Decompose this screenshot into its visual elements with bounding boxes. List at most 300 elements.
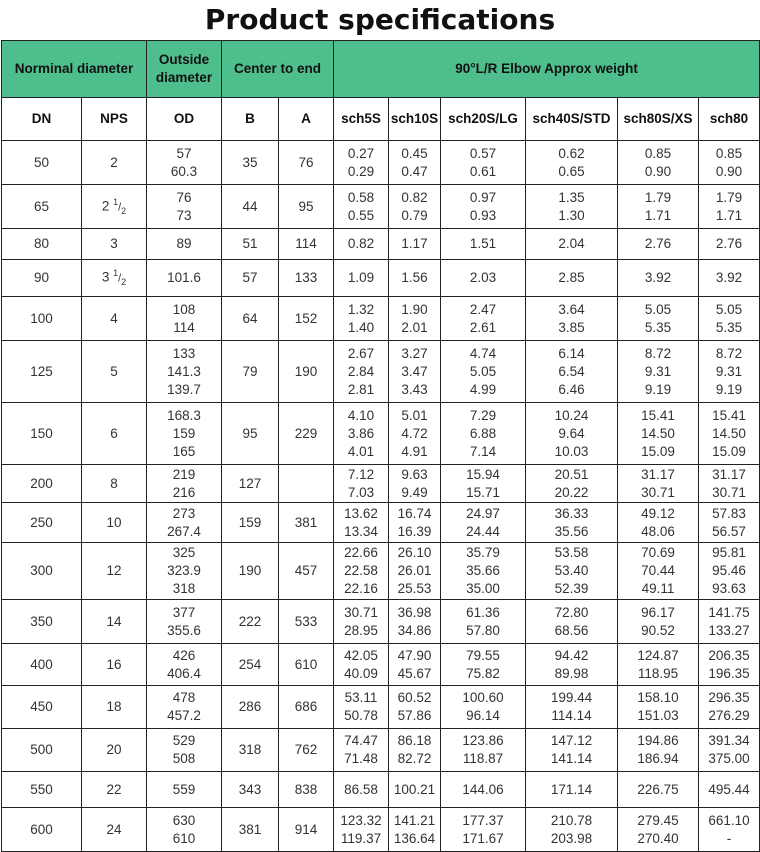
- cell-sch80s: [618, 229, 699, 260]
- subheader-sch80: sch80: [699, 98, 760, 141]
- cell-sch20s-value: 6.88: [469, 425, 497, 441]
- cell-sch80s-value: 158.10: [637, 690, 679, 705]
- cell-sch20s-value: 177.37: [462, 812, 504, 828]
- cell-sch10s: [389, 229, 441, 260]
- cell-sch10s: [389, 808, 441, 852]
- cell-sch20s-value: 0.97: [469, 189, 497, 205]
- cell-b: 286: [222, 686, 279, 729]
- cell-sch10s-value: 34.86: [397, 622, 432, 638]
- cell-sch80s: [618, 297, 699, 341]
- table-row: [2, 403, 760, 465]
- cell-sch20s-value: 171.67: [462, 830, 504, 846]
- cell-sch5s-value: 22.16: [344, 581, 378, 596]
- cell-sch80: [699, 403, 760, 465]
- cell-sch80-value: 9.19: [715, 381, 743, 397]
- cell-sch20s: [441, 503, 526, 543]
- cell-od-value: 108: [172, 301, 196, 317]
- cell-sch40s-value: 203.98: [550, 830, 593, 846]
- cell-dn: 100: [2, 297, 82, 341]
- cell-sch80-value: -: [726, 830, 732, 846]
- subheader-sch80s: sch80S/XS: [618, 98, 699, 141]
- cell-sch5s-value: 86.58: [344, 781, 378, 797]
- cell-sch5s: [334, 185, 389, 229]
- cell-sch5s-value: 1.40: [347, 319, 375, 335]
- subheader-sch5s: sch5S: [334, 98, 389, 141]
- cell-sch80s: [618, 465, 699, 503]
- subheader-sch40s: sch40S/STD: [526, 98, 618, 141]
- cell-sch10s: [389, 141, 441, 185]
- table-row: [2, 297, 760, 341]
- cell-od-value: 101.6: [167, 270, 201, 285]
- cell-sch5s: [334, 772, 389, 808]
- header-elbow-weight: 90°L/R Elbow Approx weight: [334, 41, 760, 98]
- nps-denominator: 2: [121, 206, 127, 217]
- cell-sch80: [699, 229, 760, 260]
- cell-sch10s-value: 3.43: [401, 381, 428, 397]
- cell-od-value: 559: [172, 781, 196, 797]
- cell-sch5s-value: 30.71: [344, 604, 378, 620]
- cell-a: 381: [279, 503, 334, 543]
- cell-sch40s-value: 2.85: [558, 270, 585, 285]
- cell-sch10s-value: 1.90: [401, 301, 428, 317]
- cell-sch80-value: 8.72: [715, 345, 743, 361]
- cell-od: [147, 185, 222, 229]
- cell-sch10s-value: 16.74: [397, 505, 432, 521]
- cell-sch80-value: 2.76: [715, 236, 743, 251]
- cell-od-value: 139.7: [167, 381, 201, 397]
- cell-sch5s-value: 74.47: [344, 733, 378, 748]
- cell-sch80s-value: 49.12: [641, 505, 675, 521]
- cell-sch5s: [334, 141, 389, 185]
- cell-sch10s: [389, 729, 441, 772]
- cell-sch20s-value: 2.61: [469, 319, 497, 335]
- table-row: [2, 772, 760, 808]
- cell-sch5s-value: 123.32: [340, 812, 382, 828]
- cell-sch10s-value: 141.21: [393, 812, 436, 828]
- cell-od-value: 508: [172, 751, 196, 766]
- cell-sch80s-value: 3.92: [644, 270, 672, 285]
- cell-od-value: 165: [172, 443, 196, 459]
- cell-od-value: 323.9: [167, 563, 201, 578]
- cell-od-value: 406.4: [167, 665, 201, 681]
- cell-sch80-value: 5.35: [715, 319, 743, 335]
- cell-b: 95: [222, 403, 279, 465]
- cell-sch40s: [526, 229, 618, 260]
- cell-sch20s: [441, 600, 526, 644]
- nps-numerator: 1: [113, 268, 119, 279]
- cell-sch10s-value: 0.82: [401, 189, 428, 205]
- cell-sch5s: [334, 644, 389, 686]
- cell-sch80-value: 5.05: [715, 301, 743, 317]
- cell-sch80s-value: 226.75: [637, 781, 679, 797]
- cell-sch20s-value: 0.57: [469, 145, 497, 161]
- cell-sch80-value: 133.27: [708, 622, 750, 638]
- cell-a: 190: [279, 341, 334, 403]
- table-row: [2, 644, 760, 686]
- cell-a: 457: [279, 543, 334, 600]
- cell-od: [147, 808, 222, 852]
- cell-sch80s: [618, 260, 699, 297]
- cell-sch80: [699, 185, 760, 229]
- cell-nps: 2 $^1/_2$: [82, 185, 147, 229]
- cell-sch10s: [389, 185, 441, 229]
- spec-table: [1, 40, 760, 852]
- cell-sch10s-value: 100.21: [393, 781, 436, 797]
- cell-sch40s-value: 10.24: [554, 407, 589, 423]
- cell-od: [147, 503, 222, 543]
- cell-sch10s-value: 136.64: [393, 830, 436, 846]
- cell-sch80-value: 56.57: [712, 523, 746, 539]
- cell-od-value: 630: [172, 812, 196, 828]
- cell-sch10s-value: 3.47: [401, 363, 428, 379]
- spec-table-body: [2, 41, 760, 852]
- cell-sch10s: [389, 600, 441, 644]
- cell-sch40s: [526, 600, 618, 644]
- cell-sch10s-value: 1.17: [401, 236, 428, 251]
- cell-b: 64: [222, 297, 279, 341]
- cell-nps: 22: [82, 772, 147, 808]
- cell-sch80-value: 391.34: [708, 733, 750, 748]
- cell-sch5s-value: 1.32: [347, 301, 375, 317]
- cell-b: 79: [222, 341, 279, 403]
- cell-sch10s: [389, 503, 441, 543]
- cell-sch10s: [389, 403, 441, 465]
- cell-sch80s: [618, 141, 699, 185]
- cell-sch10s-value: 45.67: [397, 665, 432, 681]
- cell-sch40s: [526, 543, 618, 600]
- subheader-b: B: [222, 98, 279, 141]
- cell-nps: 18: [82, 686, 147, 729]
- cell-sch20s-value: 100.60: [462, 690, 504, 705]
- cell-sch40s: [526, 341, 618, 403]
- cell-sch80s-value: 194.86: [637, 733, 679, 748]
- cell-sch20s-value: 0.61: [469, 163, 497, 179]
- cell-sch10s: [389, 772, 441, 808]
- cell-sch20s-value: 7.14: [469, 443, 497, 459]
- cell-sch10s-value: 26.01: [397, 563, 432, 578]
- cell-sch20s: [441, 403, 526, 465]
- cell-b: 35: [222, 141, 279, 185]
- cell-b: 44: [222, 185, 279, 229]
- cell-sch40s-value: 171.14: [550, 781, 593, 797]
- table-row: [2, 543, 760, 600]
- cell-sch40s: [526, 686, 618, 729]
- cell-sch10s-value: 16.39: [397, 523, 432, 539]
- cell-sch10s: [389, 297, 441, 341]
- cell-sch40s: [526, 185, 618, 229]
- cell-sch80: [699, 808, 760, 852]
- cell-nps: 10: [82, 503, 147, 543]
- cell-sch20s-value: 15.71: [466, 484, 500, 500]
- cell-sch80s-value: 90.52: [641, 622, 675, 638]
- cell-dn: 250: [2, 503, 82, 543]
- cell-sch5s-value: 7.12: [347, 466, 375, 482]
- cell-sch80s-value: 1.71: [644, 207, 672, 223]
- cell-sch80: [699, 260, 760, 297]
- cell-sch80: [699, 503, 760, 543]
- cell-sch40s: [526, 503, 618, 543]
- cell-a: 533: [279, 600, 334, 644]
- cell-sch20s-value: 35.00: [466, 581, 500, 596]
- cell-od-value: 216: [172, 484, 196, 500]
- cell-sch5s: [334, 808, 389, 852]
- cell-sch20s-value: 35.79: [466, 545, 500, 560]
- cell-sch40s-value: 52.39: [554, 581, 589, 596]
- cell-sch80-value: 9.31: [715, 363, 743, 379]
- cell-b: 343: [222, 772, 279, 808]
- cell-sch80s-value: 96.17: [641, 604, 675, 620]
- cell-sch40s-value: 36.33: [554, 505, 589, 521]
- cell-sch80s-value: 124.87: [637, 647, 679, 663]
- cell-a: 133: [279, 260, 334, 297]
- cell-sch40s-value: 20.22: [554, 484, 589, 500]
- cell-sch80-value: 196.35: [708, 665, 750, 681]
- cell-od-value: 60.3: [170, 163, 198, 179]
- cell-sch80s: [618, 403, 699, 465]
- cell-od-value: 377: [172, 604, 196, 620]
- cell-sch40s-value: 10.03: [554, 443, 589, 459]
- cell-sch10s-value: 1.56: [401, 270, 428, 285]
- cell-sch80s-value: 5.35: [644, 319, 672, 335]
- table-row: [2, 229, 760, 260]
- cell-nps: 3: [82, 229, 147, 260]
- cell-sch40s-value: 3.64: [558, 301, 585, 317]
- cell-sch10s-value: 0.79: [401, 207, 428, 223]
- cell-sch5s-value: 40.09: [344, 665, 378, 681]
- cell-sch5s-value: 4.10: [347, 407, 375, 423]
- cell-sch5s: [334, 686, 389, 729]
- subheader-nps: NPS: [82, 98, 147, 141]
- cell-sch10s-value: 9.49: [401, 484, 428, 500]
- cell-dn: 300: [2, 543, 82, 600]
- cell-sch80-value: 495.44: [708, 781, 750, 797]
- cell-sch10s: [389, 341, 441, 403]
- cell-nps: 12: [82, 543, 147, 600]
- cell-sch80-value: 141.75: [708, 604, 750, 620]
- cell-sch80s-value: 8.72: [644, 345, 672, 361]
- cell-sch5s-value: 42.05: [344, 647, 378, 663]
- header-row: [2, 41, 760, 98]
- cell-sch80s-value: 48.06: [641, 523, 675, 539]
- cell-sch20s-value: 0.93: [469, 207, 497, 223]
- cell-sch80-value: 0.90: [715, 163, 743, 179]
- cell-sch80-value: 1.79: [715, 189, 743, 205]
- cell-od-value: 168.3: [167, 407, 201, 423]
- cell-sch5s: [334, 503, 389, 543]
- cell-nps: 4: [82, 297, 147, 341]
- cell-sch80: [699, 297, 760, 341]
- cell-dn: 350: [2, 600, 82, 644]
- cell-sch20s: [441, 644, 526, 686]
- cell-sch20s-value: 4.99: [469, 381, 497, 397]
- cell-sch40s-value: 72.80: [554, 604, 589, 620]
- cell-sch10s-value: 9.63: [401, 466, 428, 482]
- cell-a: 114: [279, 229, 334, 260]
- cell-sch5s-value: 2.84: [347, 363, 375, 379]
- cell-sch10s: [389, 465, 441, 503]
- cell-sch10s-value: 0.45: [401, 145, 428, 161]
- cell-a: 152: [279, 297, 334, 341]
- cell-sch80s-value: 2.76: [644, 236, 672, 251]
- cell-od-value: 478: [172, 690, 196, 705]
- cell-od-value: 133: [172, 345, 196, 361]
- cell-sch20s-value: 15.94: [466, 466, 500, 482]
- cell-dn: 400: [2, 644, 82, 686]
- cell-nps: 5: [82, 341, 147, 403]
- cell-sch40s-value: 1.35: [558, 189, 585, 205]
- cell-sch80s-value: 15.41: [641, 407, 675, 423]
- cell-od: [147, 686, 222, 729]
- cell-a: 229: [279, 403, 334, 465]
- cell-sch80: [699, 465, 760, 503]
- cell-dn: 450: [2, 686, 82, 729]
- cell-dn: 80: [2, 229, 82, 260]
- cell-od: [147, 403, 222, 465]
- page-title: Product specifications: [204, 3, 556, 36]
- subheader-od: OD: [147, 98, 222, 141]
- cell-sch80-value: 95.46: [712, 563, 746, 578]
- cell-sch80s-value: 9.31: [644, 363, 672, 379]
- cell-sch80s: [618, 185, 699, 229]
- cell-sch20s-value: 79.55: [466, 647, 500, 663]
- cell-b: 51: [222, 229, 279, 260]
- cell-sch20s: [441, 141, 526, 185]
- cell-sch80: [699, 772, 760, 808]
- cell-sch40s: [526, 644, 618, 686]
- cell-sch80s: [618, 503, 699, 543]
- cell-b: 222: [222, 600, 279, 644]
- cell-sch10s-value: 86.18: [397, 733, 432, 748]
- cell-a: 76: [279, 141, 334, 185]
- cell-sch20s-value: 24.97: [466, 505, 500, 521]
- cell-od-value: 73: [176, 207, 192, 223]
- table-row: [2, 465, 760, 503]
- cell-sch40s-value: 9.64: [558, 425, 585, 441]
- cell-sch5s: [334, 543, 389, 600]
- cell-sch80s-value: 5.05: [644, 301, 672, 317]
- subheader-dn: DN: [2, 98, 82, 141]
- cell-nps: 14: [82, 600, 147, 644]
- cell-sch10s-value: 4.91: [401, 443, 428, 459]
- cell-dn: 550: [2, 772, 82, 808]
- cell-sch40s-value: 3.85: [558, 319, 585, 335]
- cell-nps: 6: [82, 403, 147, 465]
- cell-sch5s: [334, 729, 389, 772]
- cell-sch80s-value: 15.09: [641, 443, 675, 459]
- cell-sch5s-value: 0.58: [347, 189, 375, 205]
- cell-sch10s: [389, 260, 441, 297]
- cell-sch80s-value: 186.94: [637, 751, 679, 766]
- cell-sch40s-value: 147.12: [550, 733, 593, 748]
- cell-sch80-value: 1.71: [715, 207, 743, 223]
- subheader-a: A: [279, 98, 334, 141]
- cell-od-value: 457.2: [167, 708, 201, 723]
- cell-b: 190: [222, 543, 279, 600]
- cell-sch5s-value: 50.78: [344, 708, 378, 723]
- cell-sch10s-value: 36.98: [397, 604, 432, 620]
- cell-sch80s: [618, 600, 699, 644]
- cell-od: [147, 729, 222, 772]
- cell-sch20s-value: 123.86: [462, 733, 504, 748]
- cell-sch80: [699, 141, 760, 185]
- cell-sch10s-value: 47.90: [397, 647, 432, 663]
- cell-b: 381: [222, 808, 279, 852]
- cell-sch80-value: 0.85: [715, 145, 743, 161]
- cell-dn: 200: [2, 465, 82, 503]
- cell-sch5s-value: 119.37: [340, 830, 382, 846]
- cell-sch80s: [618, 808, 699, 852]
- cell-sch10s-value: 4.72: [401, 425, 428, 441]
- cell-sch80: [699, 543, 760, 600]
- cell-sch20s-value: 35.66: [466, 563, 500, 578]
- cell-nps: 8: [82, 465, 147, 503]
- cell-od: [147, 772, 222, 808]
- cell-sch80-value: 57.83: [712, 505, 746, 521]
- cell-sch80: [699, 644, 760, 686]
- cell-sch80-value: 3.92: [715, 270, 743, 285]
- cell-sch40s-value: 6.54: [558, 363, 585, 379]
- cell-sch5s-value: 22.58: [344, 563, 378, 578]
- cell-sch40s-value: 53.40: [554, 563, 589, 578]
- cell-sch5s-value: 13.34: [344, 523, 378, 539]
- cell-sch80s-value: 279.45: [637, 812, 679, 828]
- cell-od-value: 529: [172, 733, 196, 748]
- cell-od: [147, 644, 222, 686]
- cell-sch5s: [334, 465, 389, 503]
- header-outside-diameter-line2: diameter: [155, 70, 213, 85]
- cell-od: [147, 341, 222, 403]
- cell-sch80s-value: 0.90: [644, 163, 672, 179]
- cell-sch80-value: 661.10: [708, 812, 750, 828]
- table-row: [2, 600, 760, 644]
- cell-sch5s-value: 1.09: [347, 270, 375, 285]
- nps-whole: 3: [101, 269, 110, 285]
- cell-dn: 150: [2, 403, 82, 465]
- cell-sch40s-value: 210.78: [550, 812, 593, 828]
- cell-sch10s-value: 5.01: [401, 407, 428, 423]
- cell-a: 95: [279, 185, 334, 229]
- table-row: [2, 260, 760, 297]
- cell-sch20s: [441, 297, 526, 341]
- cell-a: 686: [279, 686, 334, 729]
- cell-sch10s-value: 0.47: [401, 163, 428, 179]
- cell-sch5s-value: 2.67: [347, 345, 375, 361]
- nps-numerator: 1: [113, 196, 119, 207]
- table-row: [2, 729, 760, 772]
- cell-sch80-value: 276.29: [708, 708, 750, 723]
- cell-od-value: 267.4: [167, 523, 201, 539]
- cell-od-value: 76: [176, 189, 192, 205]
- cell-sch20s: [441, 772, 526, 808]
- cell-sch5s-value: 13.62: [344, 505, 378, 521]
- cell-sch80-value: 14.50: [712, 425, 746, 441]
- cell-sch80s-value: 70.69: [641, 545, 675, 560]
- cell-sch40s-value: 199.44: [550, 690, 593, 705]
- cell-dn: 50: [2, 141, 82, 185]
- table-row: [2, 341, 760, 403]
- cell-sch20s-value: 118.87: [462, 751, 504, 766]
- cell-sch80-value: 93.63: [712, 581, 746, 596]
- cell-sch80s: [618, 644, 699, 686]
- cell-b: 318: [222, 729, 279, 772]
- cell-sch5s-value: 0.27: [347, 145, 375, 161]
- cell-sch5s-value: 53.11: [344, 690, 378, 705]
- cell-nps: 20: [82, 729, 147, 772]
- cell-sch80-value: 31.17: [712, 466, 746, 482]
- cell-sch40s: [526, 297, 618, 341]
- cell-od: [147, 141, 222, 185]
- cell-od-value: 325: [172, 545, 196, 560]
